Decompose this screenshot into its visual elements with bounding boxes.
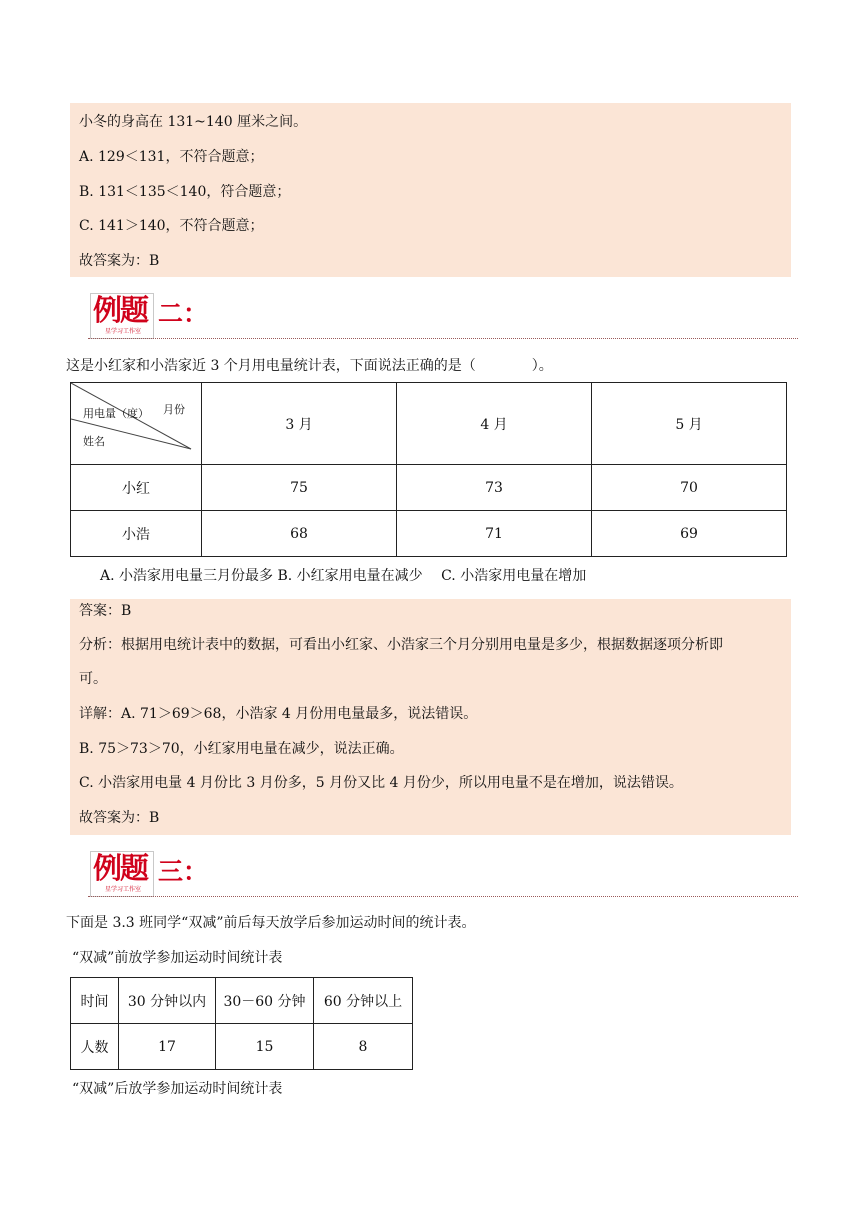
answer-line: 故答案为：B [79, 253, 160, 269]
table-title-before: “双减”前放学参加运动时间统计表 [72, 950, 283, 966]
example-2-heading [88, 293, 798, 341]
table-cell: 69 [592, 511, 787, 557]
corner-label-electricity: 用电量（度） [83, 407, 149, 420]
table-row [71, 1024, 413, 1070]
row-label: 人数 [71, 1024, 119, 1070]
answer-line: B. 75＞73＞70，小红家用电量在减少，说法正确。 [79, 741, 404, 757]
example-logo [90, 293, 154, 339]
row-name: 小红 [71, 465, 202, 511]
table-header: 30 分钟以内 [119, 978, 216, 1024]
answer-line: 小冬的身高在 131~140 厘米之间。 [79, 114, 308, 130]
answer-options: A. 小浩家用电量三月份最多 B. 小红家用电量在减少 C. 小浩家用电量在增加 [100, 568, 587, 584]
answer-line: 答案：B [79, 603, 132, 619]
answer-line: C. 141＞140，不符合题意； [79, 218, 264, 234]
dotted-divider [88, 896, 798, 897]
answer-line: 分析：根据用电统计表中的数据，可看出小红家、小浩家三个月分别用电量是多少，根据数据逐项分析即 [79, 637, 723, 653]
table-cell: 70 [592, 465, 787, 511]
diagonal-lines [71, 383, 202, 465]
exercise-time-table [70, 977, 413, 1070]
table-cell: 71 [397, 511, 592, 557]
question-text: 下面是 3.3 班同学“双减”前后每天放学后参加运动时间的统计表。 [66, 915, 476, 931]
logo-text: 例题 [93, 851, 148, 885]
logo-text: 例题 [93, 293, 148, 327]
table-header: 30－60 分钟 [216, 978, 314, 1024]
table-cell: 17 [119, 1024, 216, 1070]
month-header: 5 月 [592, 383, 787, 465]
table-title-after: “双减”后放学参加运动时间统计表 [72, 1081, 283, 1097]
month-header: 3 月 [202, 383, 397, 465]
answer-box-1 [70, 103, 791, 277]
table-cell: 75 [202, 465, 397, 511]
answer-line: A. 129＜131，不符合题意； [79, 149, 264, 165]
answer-box-2 [70, 599, 791, 835]
month-header: 4 月 [397, 383, 592, 465]
example-number: 三： [158, 857, 209, 886]
table-cell: 15 [216, 1024, 314, 1070]
table-header: 时间 [71, 978, 119, 1024]
table-row [71, 465, 787, 511]
table-corner-cell [71, 383, 202, 465]
row-name: 小浩 [71, 511, 202, 557]
answer-line: B. 131＜135＜140，符合题意； [79, 184, 291, 200]
answer-line: 故答案为：B [79, 810, 160, 826]
table-row [71, 511, 787, 557]
example-number: 二： [158, 299, 209, 328]
corner-label-month: 月份 [163, 403, 185, 416]
table-header: 60 分钟以上 [314, 978, 413, 1024]
table-cell: 68 [202, 511, 397, 557]
example-logo [90, 851, 154, 897]
answer-line: 可。 [79, 671, 107, 687]
dotted-divider [88, 338, 798, 339]
answer-line: 详解：A. 71＞69＞68，小浩家 4 月份用电量最多，说法错误。 [79, 706, 478, 722]
question-text: 这是小红家和小浩家近 3 个月用电量统计表，下面说法正确的是（ ）。 [66, 358, 553, 374]
corner-label-name: 姓名 [83, 435, 105, 448]
answer-line: C. 小浩家用电量 4 月份比 3 月份多，5 月份又比 4 月份少，所以用电量不是在增加，说法错误。 [79, 775, 683, 791]
table-cell: 73 [397, 465, 592, 511]
electricity-table [70, 382, 787, 557]
logo-subtitle: 星学习工作室 [105, 886, 142, 893]
table-cell: 8 [314, 1024, 413, 1070]
logo-subtitle: 星学习工作室 [105, 328, 142, 335]
example-3-heading [88, 851, 798, 899]
